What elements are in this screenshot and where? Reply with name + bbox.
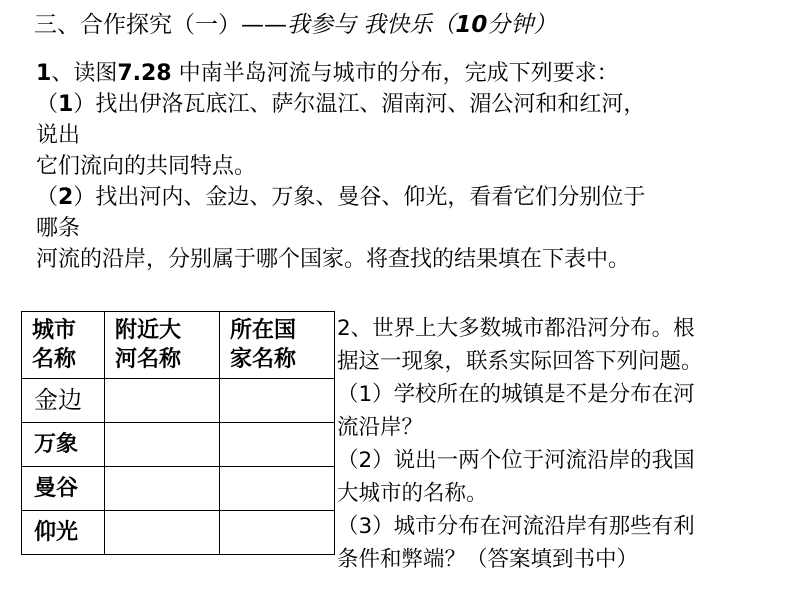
question-2-line: （2）说出一两个位于河流沿岸的我国 (337, 448, 695, 473)
question-2-line: 条件和弊端？（答案填到书中） (337, 547, 639, 572)
table-row (22, 511, 335, 555)
section-title-minutes: 10 (455, 12, 488, 38)
question-2-line: （3）城市分布在河流沿岸有那些有利 (337, 514, 695, 539)
question-1-part-1: （1）找出伊洛瓦底江、萨尔温江、湄南河、湄公河和和红河， (36, 92, 646, 117)
table-row (22, 423, 335, 467)
river-answer-cell[interactable] (105, 423, 220, 467)
answer-table (21, 311, 335, 555)
river-answer-cell[interactable] (105, 379, 220, 423)
header-city-name: 城市 名称 (22, 312, 105, 379)
table-row (22, 379, 335, 423)
question-2-line: 大城市的名称。 (337, 481, 488, 506)
river-answer-cell[interactable] (105, 511, 220, 555)
question-2-line: （1）学校所在的城镇是不是分布在河 (337, 382, 695, 407)
question-1-part-2: （2）找出河内、金边、万象、曼谷、仰光，看看它们分别位于 (36, 185, 646, 210)
city-cell: 仰光 (22, 511, 105, 555)
question-2 (337, 312, 783, 576)
country-answer-cell[interactable] (220, 467, 335, 511)
question-2-line: 2、世界上大多数城市都沿河分布。根 (337, 316, 695, 341)
question-2-line: 据这一现象，联系实际回答下列问题。 (337, 349, 703, 374)
country-answer-cell[interactable] (220, 379, 335, 423)
question-1 (36, 58, 776, 275)
question-1-part-1-line-2: 说出 (36, 123, 81, 148)
section-title-italic: 我参与 我快乐（ (287, 12, 456, 38)
question-1-part-2-line-3: 河流的沿岸，分别属于哪个国家。将查找的结果填在下表中。 (36, 247, 631, 272)
city-cell: 金边 (22, 379, 105, 423)
question-1-intro: 1、读图7.28 中南半岛河流与城市的分布，完成下列要求： (36, 61, 619, 86)
section-title (34, 10, 556, 40)
table-row (22, 467, 335, 511)
question-2-line: 流沿岸？ (337, 415, 424, 440)
country-answer-cell[interactable] (220, 423, 335, 467)
question-1-part-1-line-3: 它们流向的共同特点。 (36, 154, 257, 179)
table-header-row (22, 312, 335, 379)
city-cell: 曼谷 (22, 467, 105, 511)
country-answer-cell[interactable] (220, 511, 335, 555)
river-answer-cell[interactable] (105, 467, 220, 511)
section-title-main: 三、合作探究（一）—— (34, 12, 287, 38)
section-title-italic-end: 分钟） (487, 12, 557, 38)
header-nearby-river: 附近大 河名称 (105, 312, 220, 379)
city-cell: 万象 (22, 423, 105, 467)
question-1-part-2-line-2: 哪条 (36, 216, 81, 241)
header-country: 所在国 家名称 (220, 312, 335, 379)
